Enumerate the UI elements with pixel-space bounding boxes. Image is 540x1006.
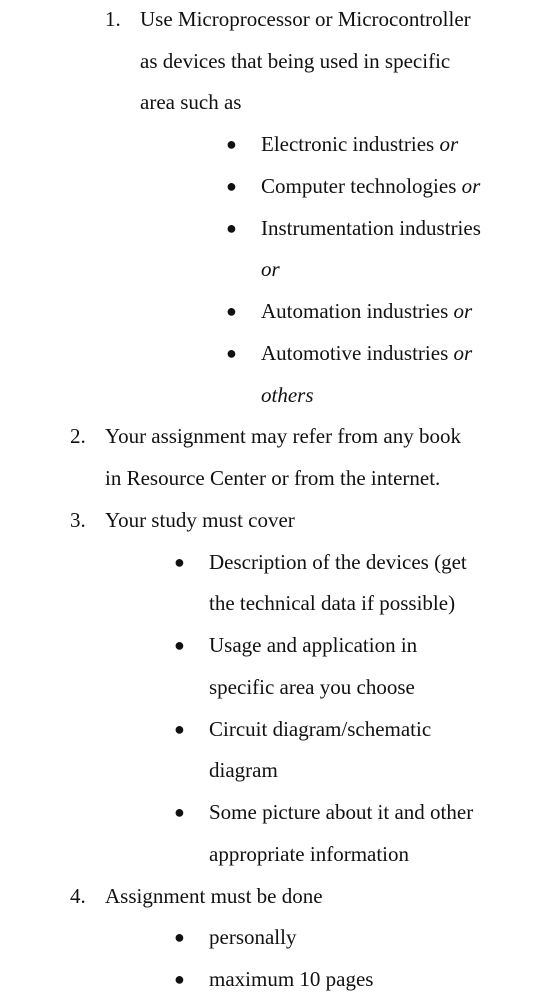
sub-item-text: appropriate information [209,842,410,866]
sub-item-text: Electronic industries [261,132,435,156]
sub-item-text: maximum 10 pages [209,967,374,991]
item-number: 1. [105,7,121,31]
bullet-icon: ● [174,969,185,989]
sub-item-suffix: or [453,299,473,323]
bullet-icon: ● [226,343,237,363]
sub-item-suffix: others [261,383,314,407]
item-text-line: as devices that being used in specific [140,49,451,73]
sub-item-text: Usage and application in [209,633,418,657]
sub-item-text: personally [209,925,297,949]
bullet-icon: ● [174,719,185,739]
bullet-icon: ● [226,134,237,154]
sub-item-text: Computer technologies [261,174,457,198]
bullet-icon: ● [226,218,237,238]
item-text-line: in Resource Center or from the internet. [105,466,441,490]
sub-item-text: Instrumentation industries [261,216,481,240]
sub-item-text: Automation industries [261,299,449,323]
sub-item-text: specific area you choose [209,675,415,699]
bullet-icon: ● [174,552,185,572]
item-number: 3. [70,508,86,532]
sub-item-text: Some picture about it and other [209,800,474,824]
sub-item-text: Automotive industries [261,341,449,365]
sub-item [261,299,472,323]
sub-item-suffix: or [453,341,473,365]
sub-item [261,174,480,198]
bullet-icon: ● [226,301,237,321]
sub-item [261,341,472,365]
sub-item-suffix: or [461,174,481,198]
sub-item-text: the technical data if possible) [209,591,456,615]
bullet-icon: ● [174,927,185,947]
bullet-icon: ● [174,635,185,655]
item-number: 4. [70,884,86,908]
bullet-icon: ● [174,802,185,822]
sub-item-suffix: or [261,257,280,281]
item-text-line: Your assignment may refer from any book [105,424,461,448]
item-text-line: Your study must cover [105,508,295,532]
sub-item-suffix: or [439,132,459,156]
item-text-line: Assignment must be done [105,884,323,908]
bullet-icon: ● [226,176,237,196]
sub-item-text: diagram [209,758,278,782]
item-text-line: Use Microprocessor or Microcontroller [140,7,471,31]
sub-item-text: Circuit diagram/schematic [209,717,432,741]
item-text-line: area such as [140,90,242,114]
sub-item [261,132,458,156]
item-number: 2. [70,424,86,448]
sub-item-text: Description of the devices (get [209,550,467,574]
